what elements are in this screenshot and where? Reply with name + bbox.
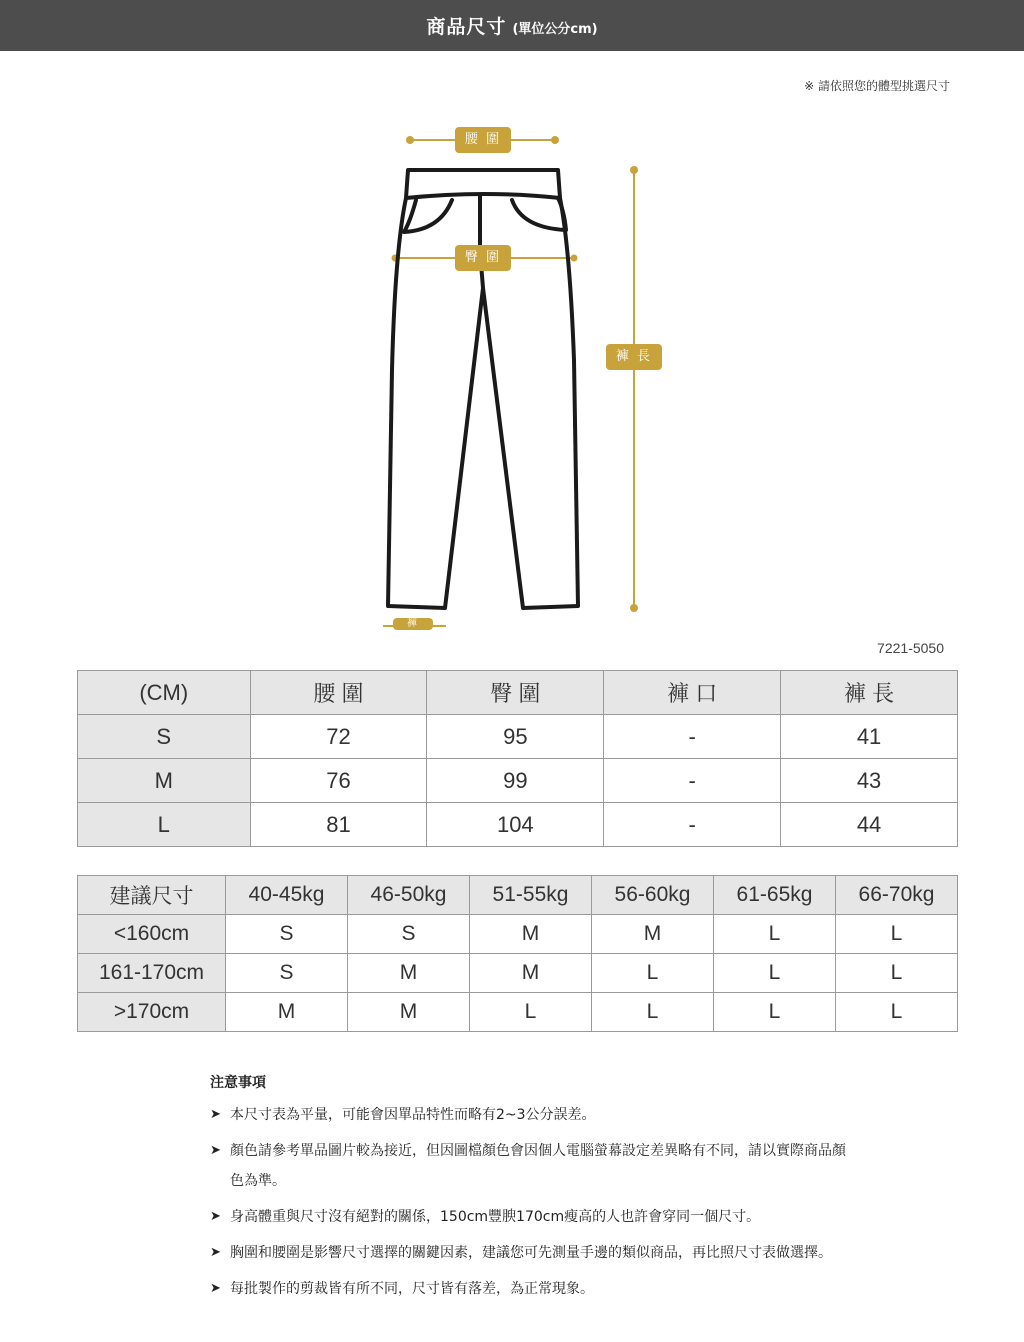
header-bar [0, 0, 1024, 51]
rec-size-cell: S [226, 915, 348, 954]
hip-cell: 95 [427, 715, 604, 759]
size-cell: S [78, 715, 251, 759]
height-cell: <160cm [78, 915, 226, 954]
table-row [78, 803, 958, 847]
rec-size-cell: L [592, 954, 714, 993]
notes-title: 注意事項 [210, 1075, 266, 1091]
waist-cell: 81 [250, 803, 427, 847]
table-row [78, 715, 958, 759]
note-text: 身高體重與尺寸沒有絕對的關係，150cm豐腴170cm瘦高的人也許會穿同一個尺寸。 [230, 1209, 761, 1225]
table-row [78, 954, 958, 993]
table-row [78, 993, 958, 1032]
hem-cell: - [604, 759, 781, 803]
size-table-header: 臀 圍 [427, 671, 604, 715]
rec-table-header: 46-50kg [348, 876, 470, 915]
rec-size-cell: L [470, 993, 592, 1032]
rec-size-cell: L [592, 993, 714, 1032]
height-cell: 161-170cm [78, 954, 226, 993]
rec-table-header: 建議尺寸 [78, 876, 226, 915]
rec-size-cell: M [348, 993, 470, 1032]
note-text: 本尺寸表為平量，可能會因單品特性而略有2~3公分誤差。 [230, 1107, 596, 1123]
note-item [210, 1274, 850, 1304]
rec-size-cell: L [836, 954, 958, 993]
size-table-header: 褲 口 [604, 671, 781, 715]
product-code: 7221-5050 [877, 640, 944, 656]
rec-table-header: 56-60kg [592, 876, 714, 915]
hem-cell: - [604, 803, 781, 847]
waist-cell: 72 [250, 715, 427, 759]
height-cell: >170cm [78, 993, 226, 1032]
length-cell: 43 [781, 759, 958, 803]
pants-diagram [0, 110, 1024, 641]
waist-cell: 76 [250, 759, 427, 803]
pants-illustration [0, 110, 1024, 630]
arrow-right-icon: ➤ [210, 1143, 221, 1158]
rec-size-cell: M [226, 993, 348, 1032]
rec-size-cell: M [470, 915, 592, 954]
recommendation-table [77, 875, 958, 1032]
note-item [210, 1238, 850, 1268]
unit-label: (單位公分cm) [512, 22, 598, 37]
page-title: 商品尺寸 [426, 16, 507, 38]
rec-size-cell: S [226, 954, 348, 993]
size-table-header: (CM) [78, 671, 251, 715]
hip-label: 臀 圍 [455, 245, 511, 271]
length-label: 褲 長 [606, 344, 662, 370]
note-item [210, 1202, 850, 1232]
size-cell: L [78, 803, 251, 847]
rec-size-cell: L [714, 993, 836, 1032]
length-cell: 41 [781, 715, 958, 759]
size-table-header: 腰 圍 [250, 671, 427, 715]
arrow-right-icon: ➤ [210, 1107, 221, 1122]
rec-table-header: 61-65kg [714, 876, 836, 915]
size-cell: M [78, 759, 251, 803]
arrow-right-icon: ➤ [210, 1281, 221, 1296]
arrow-right-icon: ➤ [210, 1209, 221, 1224]
hip-cell: 104 [427, 803, 604, 847]
rec-table-header: 51-55kg [470, 876, 592, 915]
rec-size-cell: L [836, 915, 958, 954]
rec-size-cell: S [348, 915, 470, 954]
size-table-header-row [78, 671, 958, 715]
hem-label: 褲 口 [393, 618, 433, 630]
waist-label: 腰 圍 [455, 127, 511, 153]
size-table-header: 褲 長 [781, 671, 958, 715]
note-item [210, 1136, 850, 1196]
rec-table-header: 66-70kg [836, 876, 958, 915]
size-table [77, 670, 958, 847]
table-row [78, 915, 958, 954]
rec-table-header: 40-45kg [226, 876, 348, 915]
rec-size-cell: L [714, 915, 836, 954]
note-text: 顏色請參考單品圖片較為接近，但因圖檔顏色會因個人電腦螢幕設定差異略有不同，請以實際商品顏色為準。 [230, 1143, 846, 1189]
arrow-right-icon: ➤ [210, 1245, 221, 1260]
note-item [210, 1100, 850, 1130]
rec-table-header-row [78, 876, 958, 915]
length-cell: 44 [781, 803, 958, 847]
note-text: 胸圍和腰圍是影響尺寸選擇的關鍵因素，建議您可先測量手邊的類似商品，再比照尺寸表做選擇。 [230, 1245, 832, 1261]
hip-cell: 99 [427, 759, 604, 803]
hem-cell: - [604, 715, 781, 759]
rec-size-cell: M [470, 954, 592, 993]
rec-size-cell: L [836, 993, 958, 1032]
size-hint: ※ 請依照您的體型挑選尺寸 [804, 79, 950, 93]
rec-size-cell: L [714, 954, 836, 993]
rec-size-cell: M [348, 954, 470, 993]
notes-section [210, 1072, 850, 1310]
rec-size-cell: M [592, 915, 714, 954]
table-row [78, 759, 958, 803]
note-text: 每批製作的剪裁皆有所不同，尺寸皆有落差，為正常現象。 [230, 1281, 594, 1297]
